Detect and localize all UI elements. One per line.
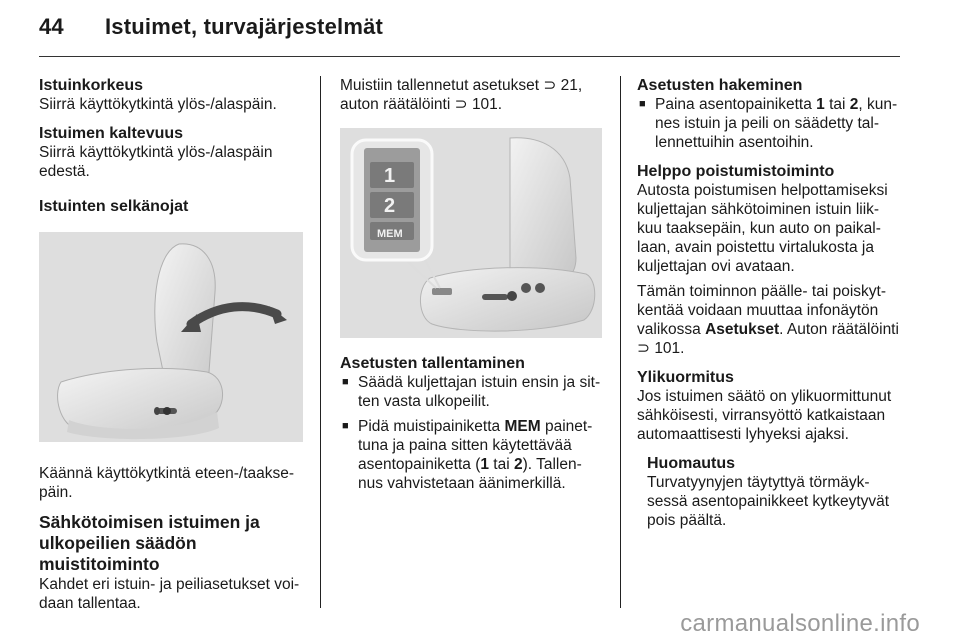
page-ref-101: 101. <box>654 340 685 357</box>
seat-backrest-illustration <box>39 232 303 442</box>
text-easy-exit-5: kuljettajan ovi avataan. <box>637 258 795 275</box>
settings-menu-label: Asetukset <box>705 321 780 338</box>
page-ref-icon: ⊃ <box>454 96 468 113</box>
text-overload-2: sähköisesti, virransyöttö katkaistaan <box>637 407 886 424</box>
note-line-2: sessä asentopainikkeet kytkeytyvät <box>647 493 890 510</box>
page-title: Istuimet, turvajärjestelmät <box>105 14 384 39</box>
page-ref-101: 101. <box>471 96 503 113</box>
page-header <box>39 14 383 40</box>
list-item <box>637 95 905 152</box>
page-ref-icon: ⊃ <box>637 340 650 357</box>
page-ref-icon: ⊃ <box>543 77 557 94</box>
text-easy-exit-1: Autosta poistumisen helpottamiseksi <box>637 182 888 199</box>
text-memory-1: Kahdet eri istuin- ja peiliasetukset voi- <box>39 576 300 593</box>
note-title: Huomautus <box>647 455 735 472</box>
heading-easy-exit: Helppo poistumistoiminto <box>637 163 835 180</box>
text-stored-settings-1 <box>340 76 608 95</box>
text-easy-exit-3: kuu taaksepäin, kun auto on paikal- <box>637 220 881 237</box>
text-toggle-3 <box>637 320 905 339</box>
memory-buttons-illustration <box>340 128 602 338</box>
memory-button-mem: MEM <box>377 228 403 240</box>
note-box <box>637 454 905 530</box>
bullet-2-line-3 <box>358 455 608 474</box>
seat-backrest-drawing <box>39 232 303 442</box>
text-toggle-2: kentää voidaan muuttaa infonäytön <box>637 302 879 319</box>
heading-overload: Ylikuormitus <box>637 369 734 386</box>
bullet-recall-line-1 <box>655 95 905 114</box>
bullet-2-line-2: tuna ja paina sitten käytettävää <box>358 437 572 454</box>
bullet-2-line-4: nus vahvistetaan äänimerkillä. <box>358 475 566 492</box>
text-overload-1: Jos istuimen säätö on ylikuormittunut <box>637 388 892 405</box>
header-rule <box>39 56 900 57</box>
list-item <box>340 417 608 493</box>
note-line-1: Turvatyynyjen täytyttyä törmäyk- <box>647 474 870 491</box>
list-item <box>340 373 608 411</box>
note-line-3: pois päältä. <box>647 512 727 529</box>
text: ). Tallen- <box>522 456 582 473</box>
text: Paina asentopainiketta <box>655 96 817 113</box>
text: painet- <box>540 418 593 435</box>
button-2-label: 2 <box>513 456 523 473</box>
heading-recall-settings: Asetusten hakeminen <box>637 77 803 94</box>
column-2 <box>340 76 608 493</box>
text-stored-settings-2 <box>340 95 608 114</box>
text-car-personalization: auton räätälöinti <box>340 96 451 113</box>
column-1 <box>39 76 307 613</box>
text-easy-exit-2: kuljettajan sähkötoiminen istuin liik- <box>637 201 880 218</box>
bullet-2-line-1 <box>358 417 608 436</box>
text-seat-tilt-2: edestä. <box>39 163 90 180</box>
mem-label: MEM <box>504 418 541 435</box>
page-ref-21: 21, <box>560 77 583 94</box>
text-backrest-2: päin. <box>39 484 73 501</box>
memory-button-2: 2 <box>384 195 396 217</box>
watermark: carmanualsonline.info <box>680 610 920 637</box>
column-divider-1 <box>320 76 321 608</box>
button-1-label: 1 <box>480 456 489 473</box>
text: Pidä muistipainiketta <box>358 418 505 435</box>
button-2-label: 2 <box>849 96 859 113</box>
text-toggle-1: Tämän toiminnon päälle- tai poiskyt- <box>637 283 886 300</box>
page-number: 44 <box>39 14 64 39</box>
text-backrest-1: Käännä käyttökytkintä eteen-/taakse- <box>39 465 295 482</box>
text-seat-tilt-1: Siirrä käyttökytkintä ylös-/alaspäin <box>39 144 273 161</box>
button-1-label: 1 <box>816 96 825 113</box>
heading-save-settings: Asetusten tallentaminen <box>340 355 525 372</box>
text-seat-height: Siirrä käyttökytkintä ylös-/alaspäin. <box>39 96 277 113</box>
text: , kun- <box>858 96 898 113</box>
memory-button-1: 1 <box>384 165 396 187</box>
text-easy-exit-4: laan, avain poistettu virtalukosta ja <box>637 239 874 256</box>
text: tai <box>824 96 850 113</box>
text-stored-settings: Muistiin tallennetut asetukset <box>340 77 540 94</box>
column-divider-2 <box>620 76 621 608</box>
column-3 <box>637 76 905 530</box>
bullet-recall-line-2: nes istuin ja peili on säädetty tal- <box>655 115 880 132</box>
heading-memory-2: ulkopeilien säädön muistitoiminto <box>39 533 197 574</box>
text: tai <box>488 456 514 473</box>
text-toggle-4 <box>637 339 905 358</box>
text: . Auton räätälöinti <box>779 321 899 338</box>
text: valikossa <box>637 321 706 338</box>
heading-backrest: Istuinten selkänojat <box>39 198 189 215</box>
heading-seat-tilt: Istuimen kaltevuus <box>39 125 184 142</box>
heading-memory-1: Sähkötoimisen istuimen ja <box>39 512 260 532</box>
heading-seat-height: Istuinkorkeus <box>39 77 144 94</box>
bullet-1-line-1: ■ Säädä kuljettajan istuin ensin ja sit- <box>358 374 601 391</box>
text-memory-2: daan tallentaa. <box>39 595 141 612</box>
text-overload-3: automaattisesti lyhyeksi ajaksi. <box>637 426 849 443</box>
text: asentopainiketta ( <box>358 456 481 473</box>
bullet-1-line-2: ten vasta ulkopeilit. <box>358 393 490 410</box>
bullet-recall-line-3: lennettuihin asentoihin. <box>655 134 814 151</box>
